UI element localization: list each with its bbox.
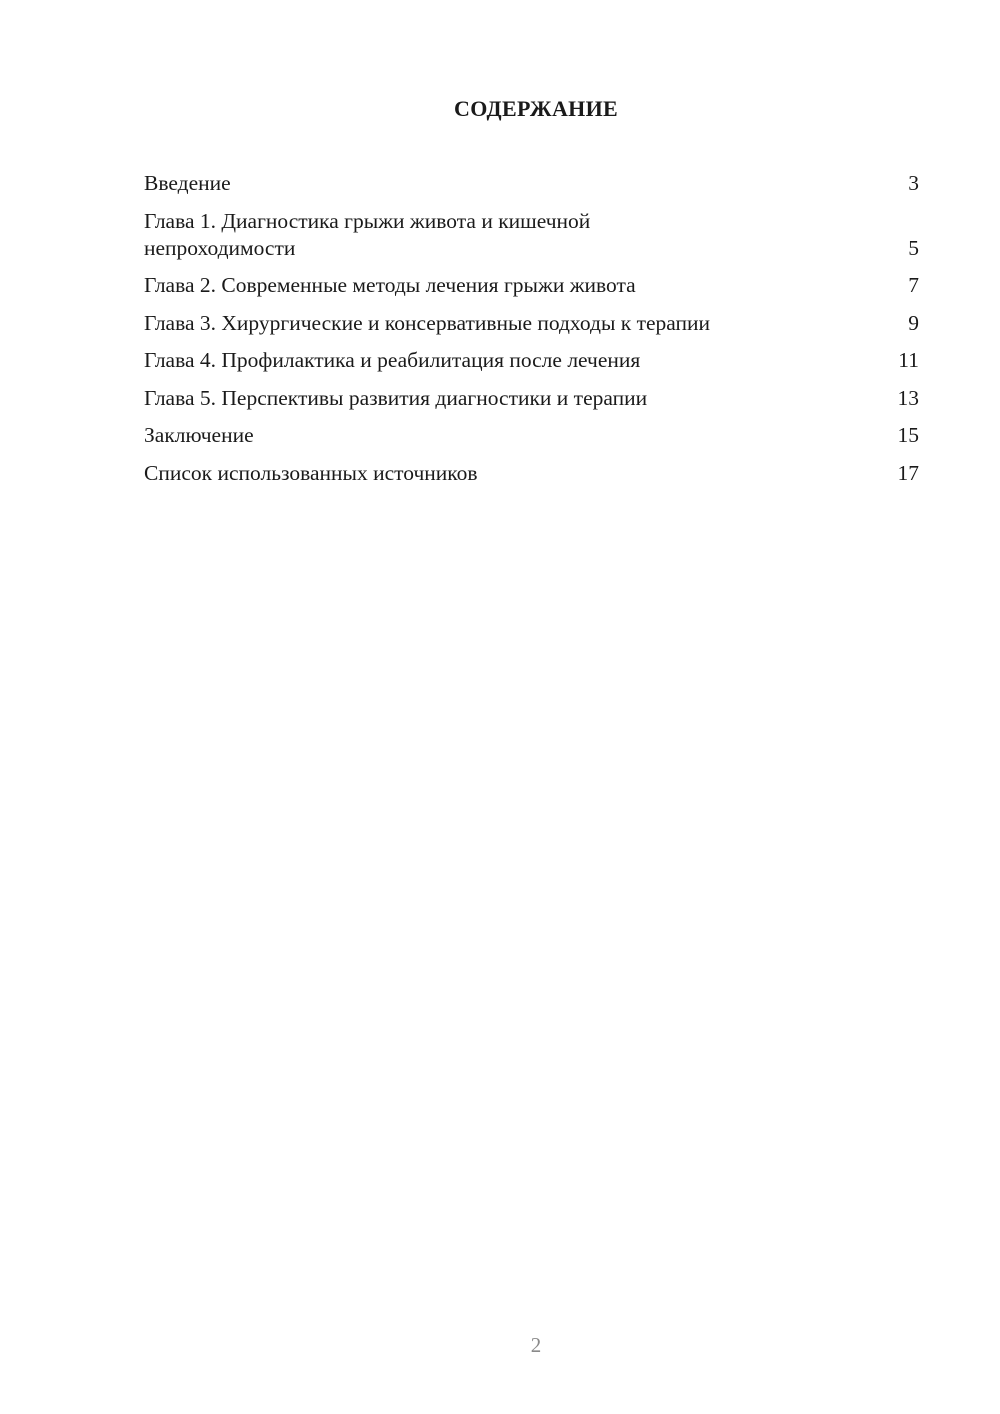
table-of-contents — [144, 170, 919, 497]
toc-entry-page: 9 — [908, 310, 919, 335]
toc-entry-page: 11 — [898, 348, 919, 372]
toc-entry-page: 17 — [897, 460, 919, 485]
toc-entry-title: Глава 2. Современные методы лечения грыжи живота — [144, 273, 636, 297]
toc-entry-page: 7 — [908, 273, 919, 297]
toc-entry-chapter-2[interactable] — [144, 272, 919, 299]
toc-entry-introduction[interactable] — [144, 170, 919, 197]
toc-entry-title: Глава 1. Диагностика грыжи живота и кишечной непроходимости — [144, 208, 591, 260]
toc-entry-page: 3 — [908, 171, 919, 195]
toc-entry-title: Введение — [144, 171, 231, 195]
toc-entry-chapter-3[interactable] — [144, 310, 919, 337]
toc-entry-page: 15 — [897, 423, 919, 447]
toc-entry-title: Глава 3. Хирургические и консервативные подходы к терапии — [144, 310, 711, 335]
toc-entry-chapter-1[interactable] — [144, 208, 919, 262]
toc-entry-title: Заключение — [144, 423, 254, 447]
page-title: СОДЕРЖАНИЕ — [454, 96, 618, 121]
toc-entry-references[interactable] — [144, 460, 919, 487]
toc-entry-title: Список использованных источников — [144, 460, 478, 485]
page-number: 2 — [530, 1333, 542, 1357]
toc-entry-page: 13 — [897, 385, 919, 410]
toc-entry-page: 5 — [908, 235, 919, 260]
toc-entry-title: Глава 4. Профилактика и реабилитация после лечения — [144, 348, 641, 372]
toc-entry-chapter-4[interactable] — [144, 347, 919, 374]
toc-entry-conclusion[interactable] — [144, 422, 919, 449]
toc-entry-chapter-5[interactable] — [144, 385, 919, 412]
toc-entry-title: Глава 5. Перспективы развития диагностики и терапии — [144, 385, 648, 410]
